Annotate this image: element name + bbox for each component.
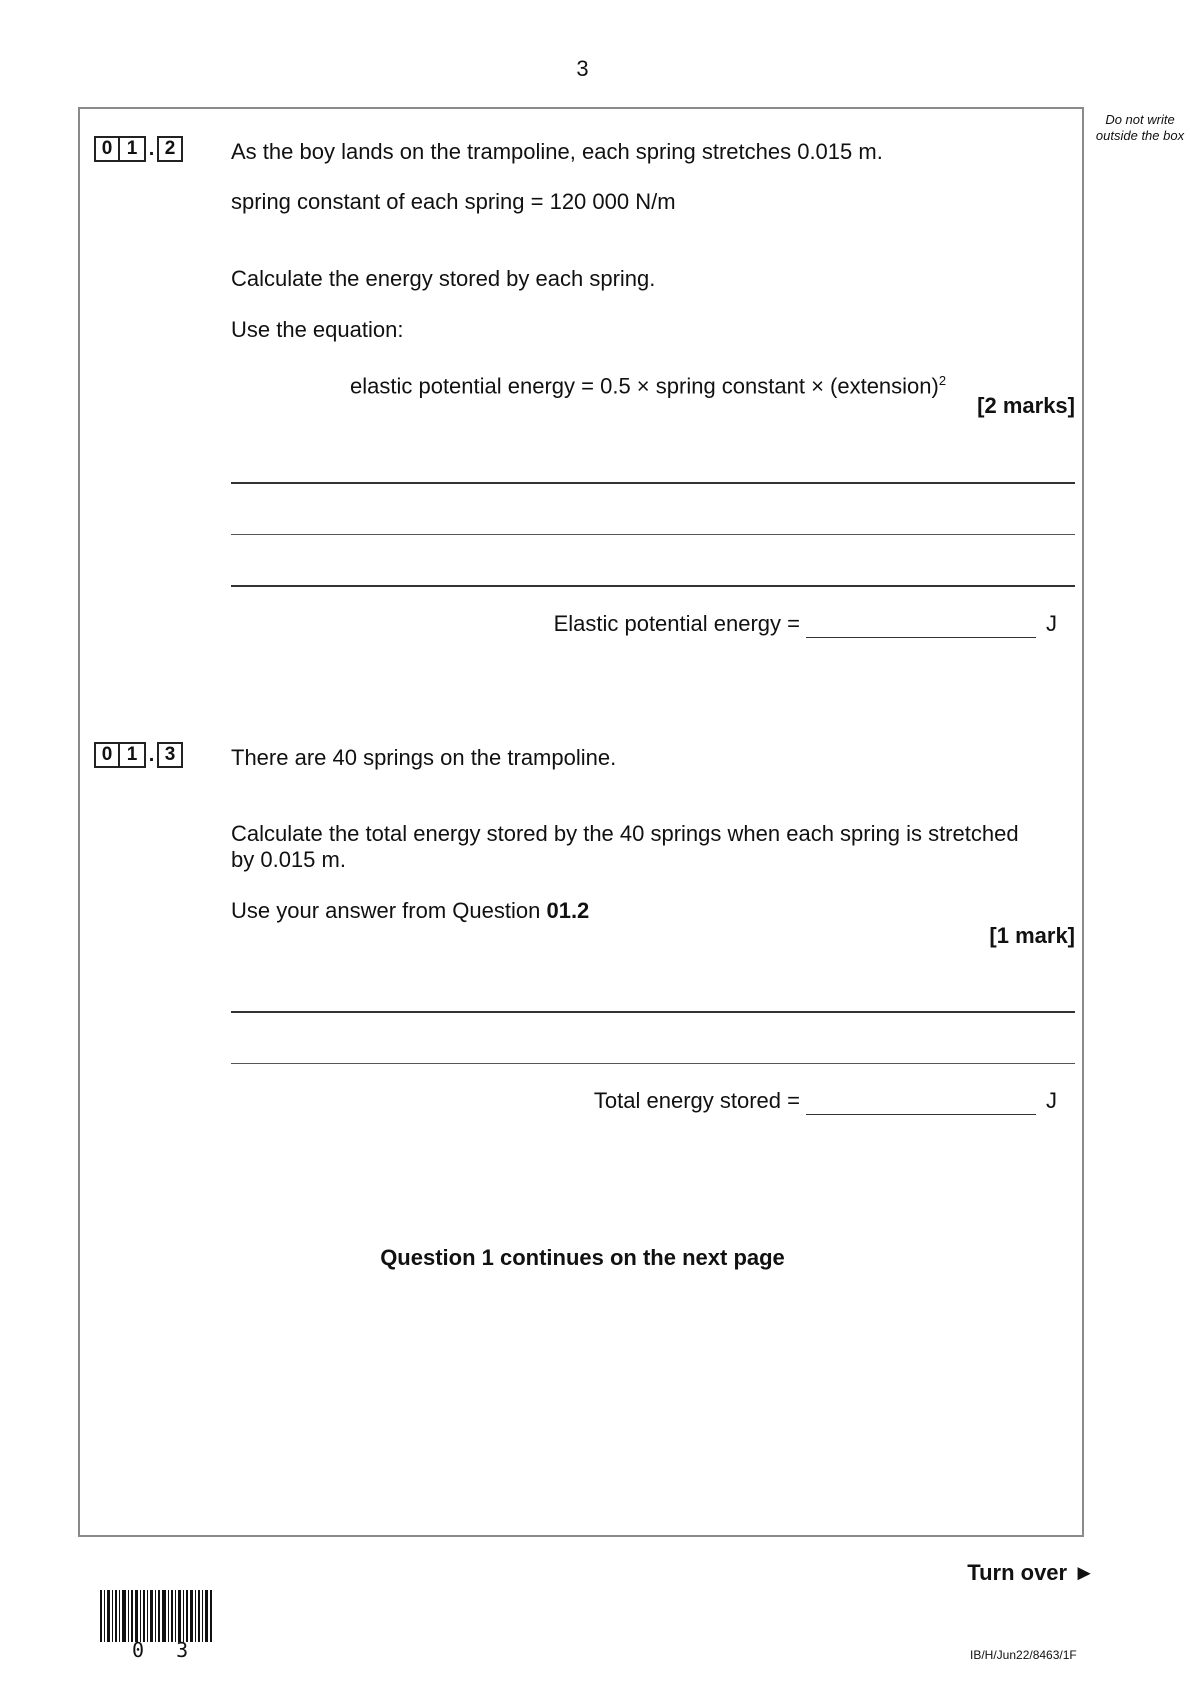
q012-answer-label: Elastic potential energy = [553,611,800,636]
question-digit: 2 [157,136,183,162]
q013-answer-blank[interactable] [806,1114,1036,1115]
q012-marks: [2 marks] [977,393,1075,418]
working-line[interactable] [231,1063,1075,1064]
q013-instruction-line-2: by 0.015 m. [231,847,346,872]
working-line[interactable] [231,585,1075,587]
working-line[interactable] [231,482,1075,484]
question-digit: 0 [94,136,120,162]
footer-code: IB/H/Jun22/8463/1F [970,1648,1077,1662]
q013-question-ref: 01.2 [546,898,590,923]
question-number-01-2 [94,136,183,162]
q013-instruction-line-1: Calculate the total energy stored by the 40 springs when each spring is stretched [231,821,1019,846]
question-dot: . [148,744,155,766]
q013-use-answer-text: Use your answer from Question [231,898,547,923]
q012-use-equation: Use the equation: [231,317,404,342]
barcode-icon [100,1590,212,1642]
turn-over-label: Turn over ► [967,1560,1095,1585]
working-line[interactable] [231,534,1075,535]
working-line[interactable] [231,1011,1075,1013]
page-number: 3 [576,56,589,81]
q013-use-answer [231,898,589,924]
q012-spring-constant: spring constant of each spring = 120 000 N/m [231,189,676,214]
q012-answer-unit: J [1046,611,1057,636]
equation-text: elastic potential energy = 0.5 × spring constant × (extension) [350,373,939,399]
q012-stem: As the boy lands on the trampoline, each spring stretches 0.015 m. [231,139,883,164]
question-dot: . [148,138,155,160]
question-digit: 1 [120,136,146,162]
q013-marks: [1 mark] [989,923,1075,948]
continues-note: Question 1 continues on the next page [380,1245,785,1270]
q013-stem: There are 40 springs on the trampoline. [231,745,617,770]
q012-answer-blank[interactable] [806,637,1036,638]
q012-instruction: Calculate the energy stored by each spring. [231,266,656,291]
margin-note: Do not write outside the box [1095,112,1185,143]
question-digit: 0 [94,742,120,768]
barcode-digits: 0 3 [132,1638,199,1662]
question-number-01-3 [94,742,183,768]
q013-answer-unit: J [1046,1088,1057,1113]
q012-equation [350,368,946,399]
question-digit: 1 [120,742,146,768]
equation-superscript: 2 [938,373,947,388]
question-digit: 3 [157,742,183,768]
q013-answer-label: Total energy stored = [593,1088,800,1113]
